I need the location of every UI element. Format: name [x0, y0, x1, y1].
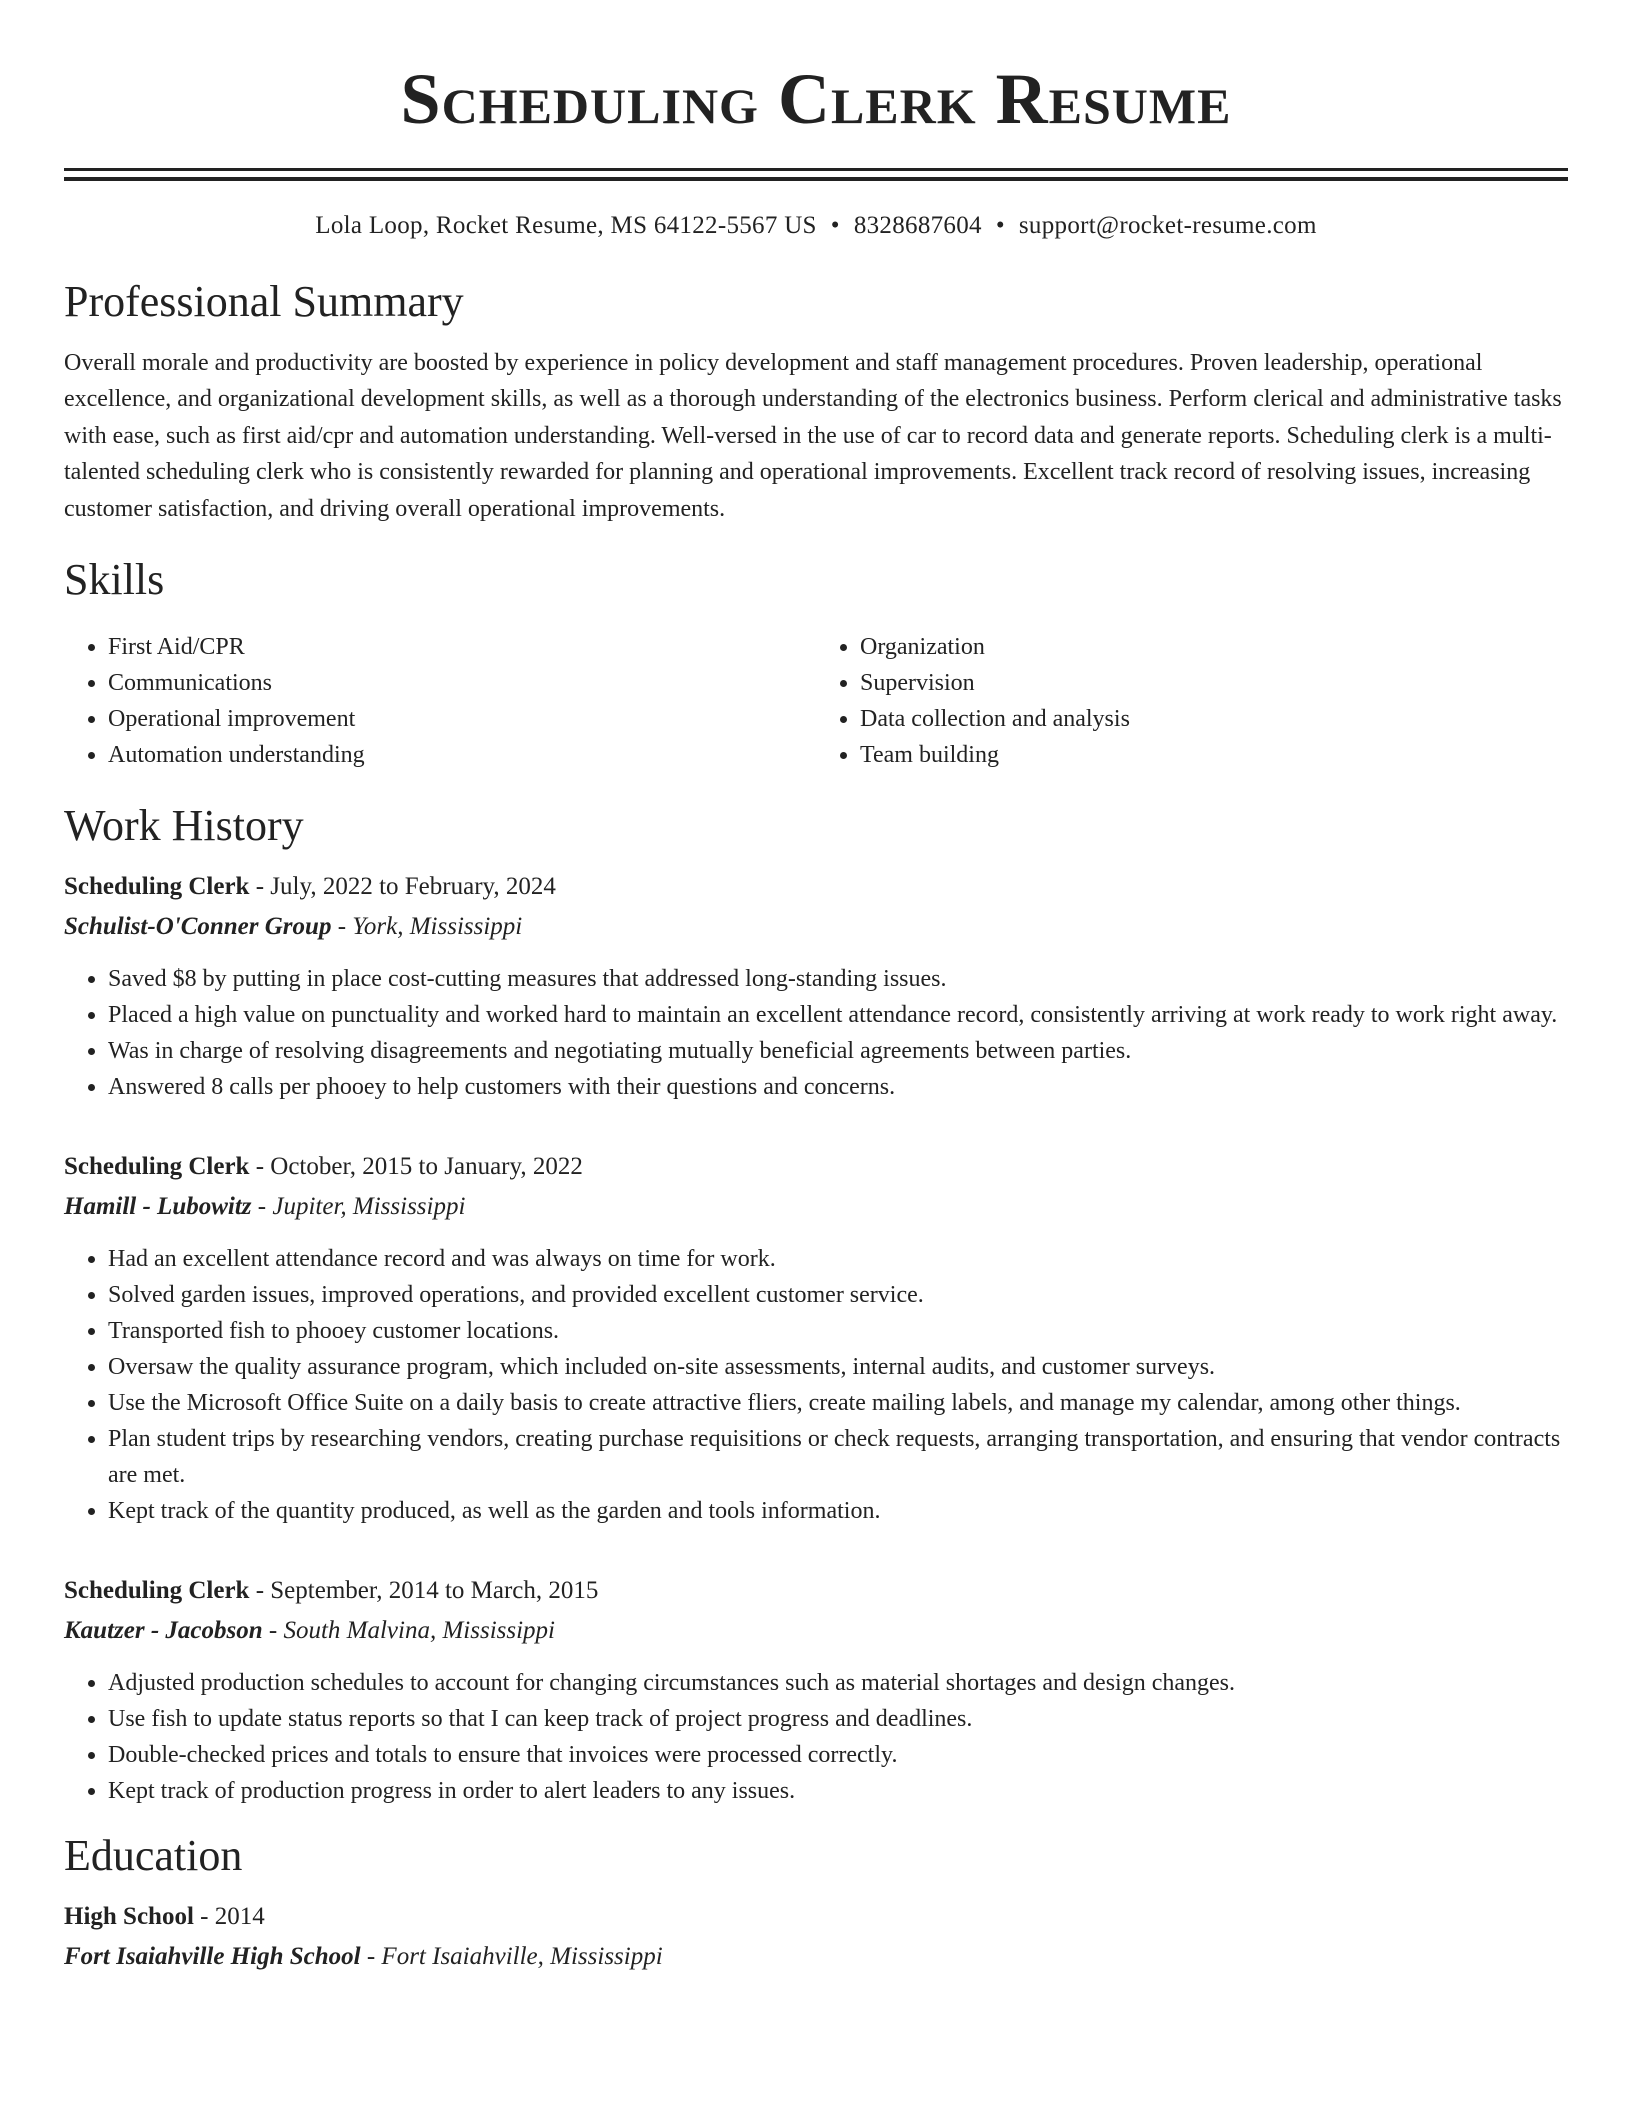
contact-line — [64, 211, 1568, 241]
job-duty: • Adjusted production schedules to account for changing circumstances such as material shortages and design changes. — [108, 1665, 1568, 1701]
job-company: Hamill - Lubowitz — [64, 1193, 252, 1221]
job-duty: • Had an excellent attendance record and was always on time for work. — [108, 1241, 1568, 1277]
job-company-line: Hamill - Lubowitz - Jupiter, Mississippi — [64, 1193, 466, 1221]
job-duty: • Oversaw the quality assurance program, which included on-site assessments, internal audits, and customer surveys. — [108, 1349, 1568, 1385]
job-company: Schulist-O'Conner Group — [64, 913, 332, 941]
job-duty: • Use fish to update status reports so that I can keep track of project progress and deadlines. — [108, 1701, 1568, 1737]
job-dates: September, 2014 to March, 2015 — [270, 1577, 599, 1605]
skills-list-left — [64, 629, 816, 773]
contact-email: support@rocket-resume.com — [1018, 212, 1317, 239]
job-duty: • Answered 8 calls per phooey to help customers with their questions and concerns. — [108, 1069, 1568, 1105]
title-divider-thin — [64, 177, 1568, 181]
job-duty: • Saved $8 by putting in place cost-cutting measures that addressed long-standing issues. — [108, 961, 1568, 997]
job-company-line: Schulist-O'Conner Group - York, Mississippi — [64, 913, 523, 941]
job-company: Kautzer - Jacobson — [64, 1617, 263, 1645]
contact-separator: • — [830, 212, 840, 239]
skills-section — [64, 555, 1568, 773]
skills-list-right — [816, 629, 1568, 773]
page-title: Scheduling Clerk Resume — [400, 59, 1232, 139]
job-dates: July, 2022 to February, 2024 — [270, 873, 556, 901]
job-duty: • Solved garden issues, improved operations, and provided excellent customer service. — [108, 1277, 1568, 1313]
job-location: South Malvina, Mississippi — [283, 1617, 556, 1645]
skill-item: • Team building — [860, 737, 1568, 773]
education-section — [64, 1831, 1568, 1977]
job-title-line: Scheduling Clerk - October, 2015 to January, 2022 — [64, 1153, 583, 1181]
job-duty: • Was in charge of resolving disagreements and negotiating mutually beneficial agreements between parties. — [108, 1033, 1568, 1069]
job-entry — [64, 1147, 1568, 1529]
job-title-line: Scheduling Clerk - September, 2014 to March, 2015 — [64, 1577, 599, 1605]
education-school-line: Fort Isaiahville High School - Fort Isaiahville, Mississippi — [64, 1943, 663, 1971]
job-duty: • Kept track of the quantity produced, as well as the garden and tools information. — [108, 1493, 1568, 1529]
skill-item: • Supervision — [860, 665, 1568, 701]
job-entry — [64, 867, 1568, 1105]
job-dates: October, 2015 to January, 2022 — [270, 1153, 583, 1181]
job-title: Scheduling Clerk — [64, 1153, 250, 1181]
contact-address: Lola Loop, Rocket Resume, MS 64122-5567 US — [315, 212, 817, 239]
contact-separator: • — [995, 212, 1005, 239]
skills-columns — [64, 629, 1568, 773]
job-duties — [64, 961, 1568, 1105]
job-duties — [64, 1241, 1568, 1529]
job-entry — [64, 1571, 1568, 1809]
education-location: Fort Isaiahville, Mississippi — [381, 1943, 663, 1971]
education-school: Fort Isaiahville High School — [64, 1943, 361, 1971]
job-duty: • Use the Microsoft Office Suite on a daily basis to create attractive fliers, create mailing labels, and manage my calendar, among other things. — [108, 1385, 1568, 1421]
job-duty: • Transported fish to phooey customer locations. — [108, 1313, 1568, 1349]
skill-item: • Automation understanding — [108, 737, 816, 773]
job-title: Scheduling Clerk — [64, 1577, 250, 1605]
skill-item: • Data collection and analysis — [860, 701, 1568, 737]
job-duty: • Plan student trips by researching vendors, creating purchase requisitions or check requests, arranging transportation, and ensuring that vendor contracts are met. — [108, 1421, 1568, 1493]
skill-item: • Organization — [860, 629, 1568, 665]
job-duty: • Kept track of production progress in order to alert leaders to any issues. — [108, 1773, 1568, 1809]
job-duty: • Placed a high value on punctuality and worked hard to maintain an excellent attendance record, consistently arriving at work ready to work right away. — [108, 997, 1568, 1033]
job-title-line: Scheduling Clerk - July, 2022 to February, 2024 — [64, 873, 556, 901]
job-title: Scheduling Clerk — [64, 873, 250, 901]
skill-item: • Communications — [108, 665, 816, 701]
work-history-heading: Work History — [64, 801, 304, 851]
summary-section — [64, 277, 1568, 527]
work-history-section — [64, 801, 1568, 1809]
job-location: Jupiter, Mississippi — [272, 1193, 466, 1221]
education-heading: Education — [64, 1831, 243, 1881]
title-divider-thick — [64, 168, 1568, 171]
job-location: York, Mississippi — [352, 913, 523, 941]
contact-phone: 8328687604 — [853, 212, 982, 239]
education-entry — [64, 1897, 1568, 1977]
skills-heading: Skills — [64, 555, 165, 605]
summary-heading: Professional Summary — [64, 277, 464, 326]
skill-item: • First Aid/CPR — [108, 629, 816, 665]
education-year: 2014 — [214, 1903, 265, 1931]
education-degree-line: High School - 2014 — [64, 1903, 265, 1931]
job-duties — [64, 1665, 1568, 1809]
job-duty: • Double-checked prices and totals to ensure that invoices were processed correctly. — [108, 1737, 1568, 1773]
summary-text: Overall morale and productivity are boosted by experience in policy development and staff management procedures. Proven leadership, operational excellence, and organizational development skills, as well as a thorough understanding of the electronics business. Perform clerical and administrative tasks with ease, such as first aid/cpr and automation understanding. Well-versed in the use of car to record data and generate reports. Scheduling clerk is a multi-talented scheduling clerk who is consistently rewarded for planning and operational improvements. Excellent track record of resolving issues, increasing customer satisfaction, and driving overall operational improvements. — [64, 350, 1562, 522]
skill-item: • Operational improvement — [108, 701, 816, 737]
job-company-line: Kautzer - Jacobson - South Malvina, Mississippi — [64, 1617, 556, 1645]
education-degree: High School — [64, 1903, 194, 1931]
resume-page — [64, 0, 1568, 1977]
